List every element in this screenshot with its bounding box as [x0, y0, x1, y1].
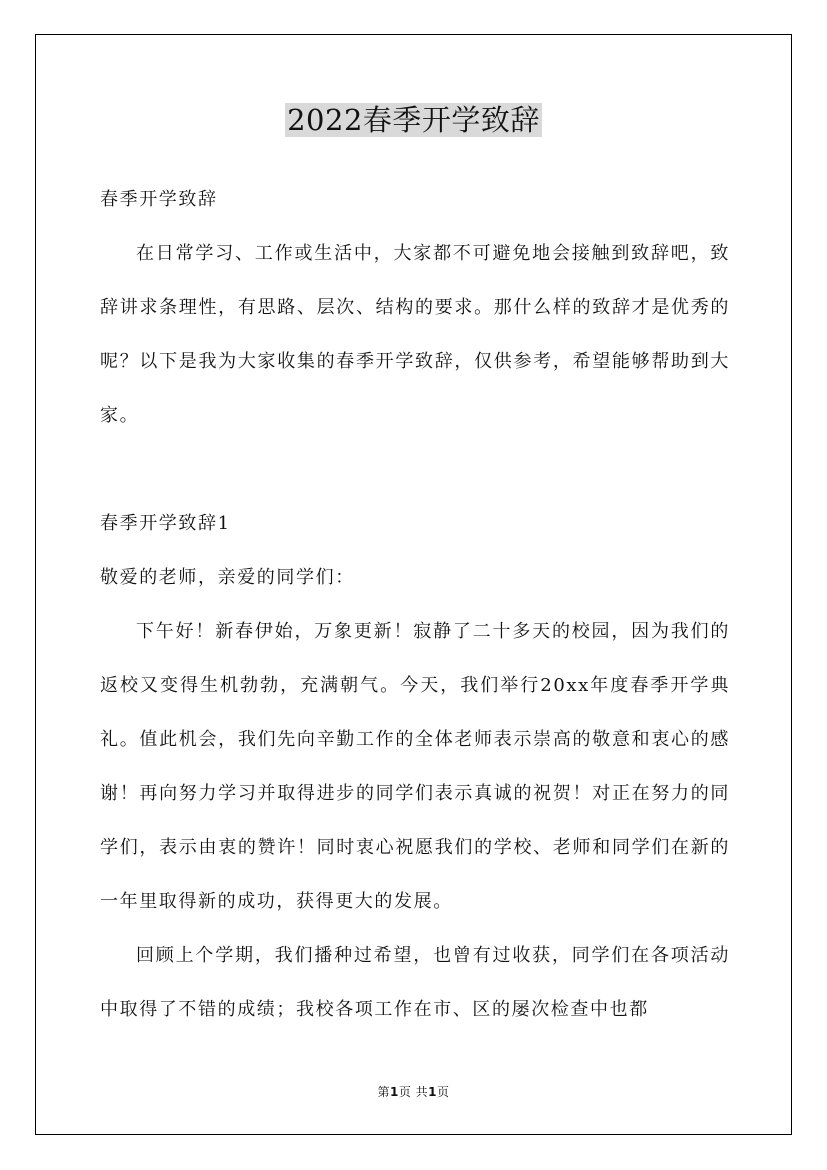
document-subtitle: 春季开学致辞: [100, 189, 218, 210]
intro-paragraph: 在日常学习、工作或生活中，大家都不可避免地会接触到致辞吧，致辞讲求条理性，有思路、层次、结构的要求。那什么样的致辞才是优秀的呢？以下是我为大家收集的春季开学致辞，仅供参考，希望能够帮助到大家。: [100, 243, 730, 426]
footer-page-prefix: 第: [377, 1085, 390, 1099]
document-body: [100, 173, 730, 1037]
footer-page-mid: 页 共: [398, 1085, 429, 1099]
section-spacer: [100, 443, 730, 497]
section-heading: 春季开学致辞1: [100, 513, 231, 534]
document-title: [0, 100, 827, 140]
body-paragraph-2: 回顾上个学期，我们播种过希望，也曾有过收获，同学们在各项活动中取得了不错的成绩；我校各项工作在市、区的屡次检查中也都: [100, 945, 730, 1020]
document-title-text: 2022春季开学致辞: [287, 103, 540, 137]
footer-page-current: 1: [389, 1085, 399, 1099]
footer-page-suffix: 页: [437, 1085, 450, 1099]
salutation: 敬爱的老师，亲爱的同学们：: [100, 567, 355, 588]
footer-page-total: 1: [428, 1085, 438, 1099]
page-footer: [0, 1083, 827, 1100]
body-paragraph-1: 下午好！新春伊始，万象更新！寂静了二十多天的校园，因为我们的返校又变得生机勃勃，充满朝气。今天，我们举行20xx年度春季开学典礼。值此机会，我们先向辛勤工作的全体老师表示崇高的敬意和衷心的感谢！再向努力学习并取得进步的同学们表示真诚的祝贺！对正在努力的同学们，表示由衷的赞许！同时衷心祝愿我们的学校、老师和同学们在新的一年里取得新的成功，获得更大的发展。: [100, 621, 730, 912]
